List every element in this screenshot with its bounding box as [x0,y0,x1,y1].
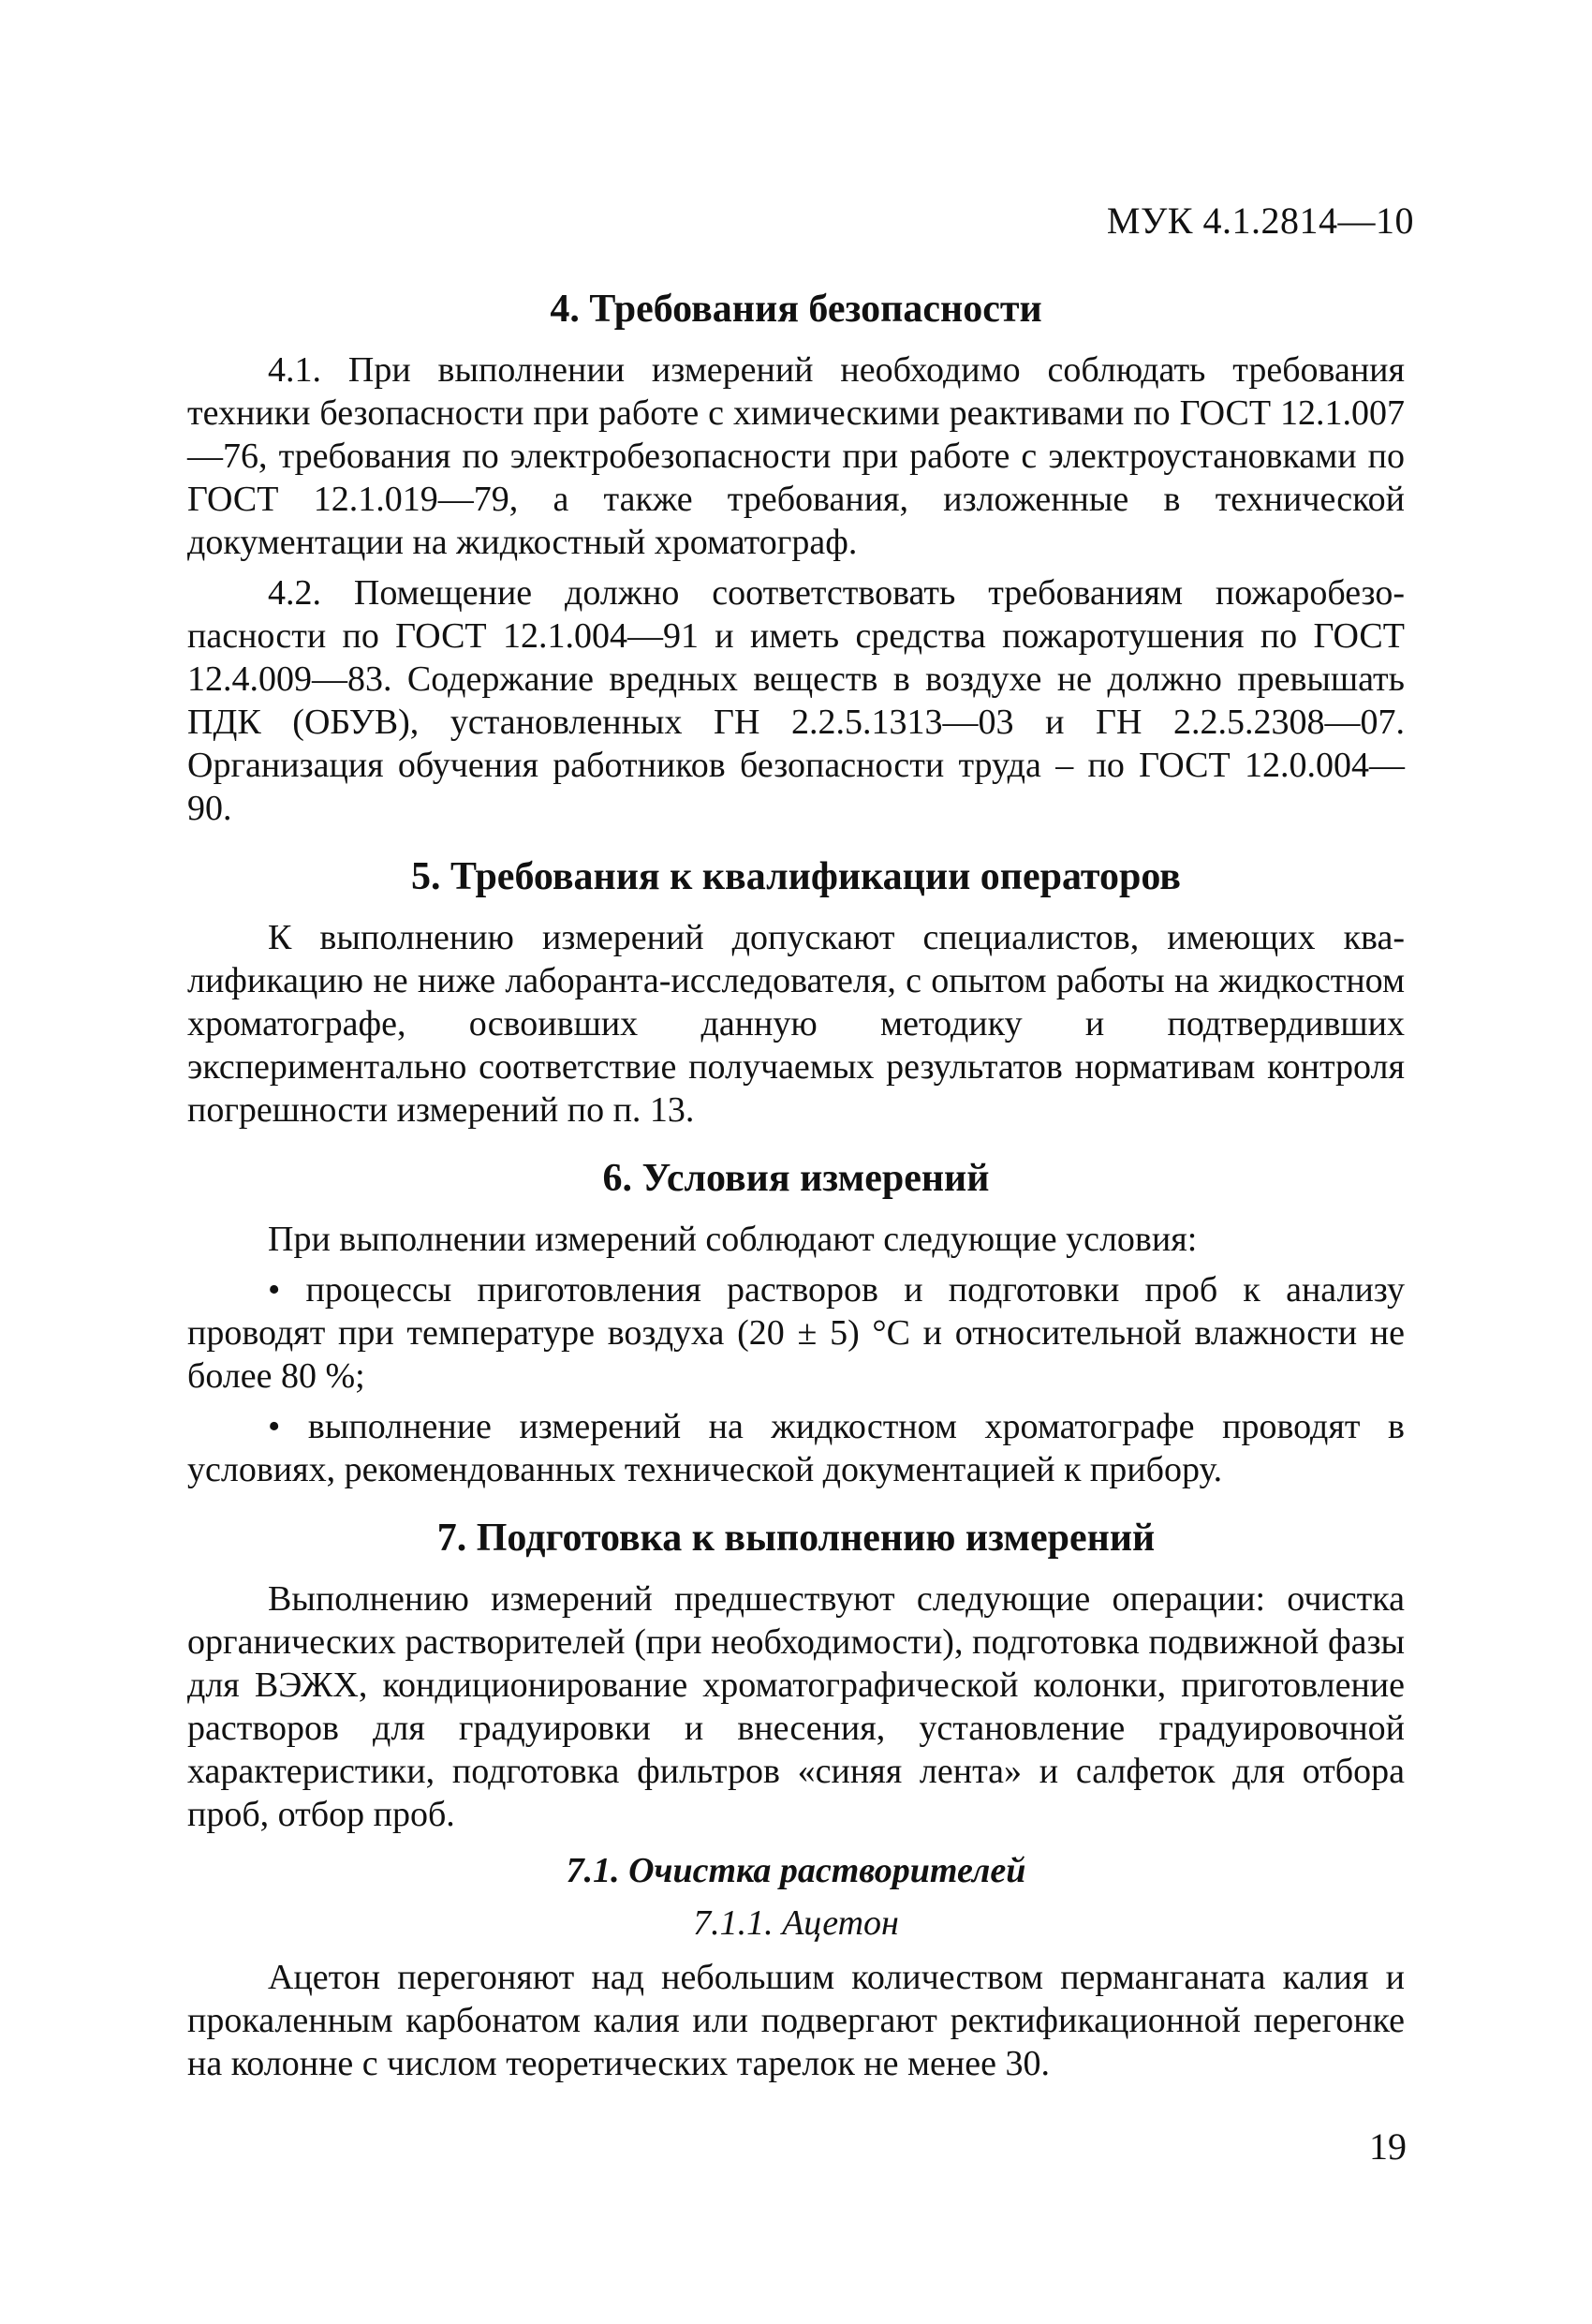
section-7 [187,1510,1405,2085]
section-6 [187,1150,1405,1491]
section-4 [187,281,1405,830]
section-4-title: 4. Требования безопасности [550,288,1042,331]
bullet-6-1: • процессы приготовления растворов и подготовки проб к анализу проводят при температуре воздуха (20 ± 5) °С и относительной влажности не более 80 %; [187,1270,1405,1396]
page-number: 19 [1369,2125,1407,2168]
paragraph-4-2: 4.2. Помещение должно соответствовать требованиям пожаробезопасности по ГОСТ 12.1.004—91 и иметь средства пожаротушения по ГОСТ 12.4.009—83. Содержание вредных веществ в воздухе не должно превышать ПДК (ОБУВ), установленных ГН 2.2.5.1313—03 и ГН 2.2.5.2308—07. Организация обучения работников безопасности труда – по ГОСТ 12.0.004—90. [187,573,1405,828]
page-content [187,281,1405,2104]
paragraph-6-1: При выполнении измерений соблюдают следующие условия: [268,1220,1198,1259]
document-code: МУК 4.1.2814—10 [1106,200,1414,242]
section-7-title: 7. Подготовка к выполнению измерений [436,1517,1156,1560]
paragraph-7-1-1: Ацетон перегоняют над небольшим количеством перманганата калия и прокаленным карбонатом калия или подвергают ректификационной перегонке на колонне с числом теоретических тарелок не менее 30. [187,1958,1405,2083]
section-5 [187,849,1405,1132]
bullet-6-2: • выполнение измерений на жидкостном хроматографе проводят в условиях, рекомендованных технической документацией к прибору. [187,1407,1405,1489]
subsection-7-1-title: 7.1. Очистка растворителей [566,1851,1026,1890]
paragraph-7-1: Выполнению измерений предшествуют следующие операции: очистка органических растворителей (при необходимости), подготовка подвижной фазы для ВЭЖХ, кондиционирование хроматографической колонки, приготовление растворов для градуировки и внесения, установление градуировочной характеристики, подготовка фильтров «синяя лента» и салфеток для отбора проб, отбор проб. [187,1579,1405,1834]
paragraph-4-1: 4.1. При выполнении измерений необходимо соблюдать требования техники безопасности при работе с химическими реактивами по ГОСТ 12.1.007—76, требования по электробезопасности при работе с электроустановками по ГОСТ 12.1.019—79, а также требования, изложенные в технической документации на жидкостный хроматограф. [187,350,1405,562]
section-5-title: 5. Требования к квалификации операторов [411,855,1181,898]
subsection-7-1-1-title: 7.1.1. Ацетон [693,1903,899,1943]
paragraph-5-1: К выполнению измерений допускают специалистов, имеющих квалификацию не ниже лаборанта-исследователя, с опытом работы на жидкостном хроматографе, освоивших данную методику и подтвердивших экспериментально соответствие получаемых результатов нормативам контроля погрешности измерений по п. 13. [187,918,1405,1130]
section-6-title: 6. Условия измерений [602,1157,990,1200]
